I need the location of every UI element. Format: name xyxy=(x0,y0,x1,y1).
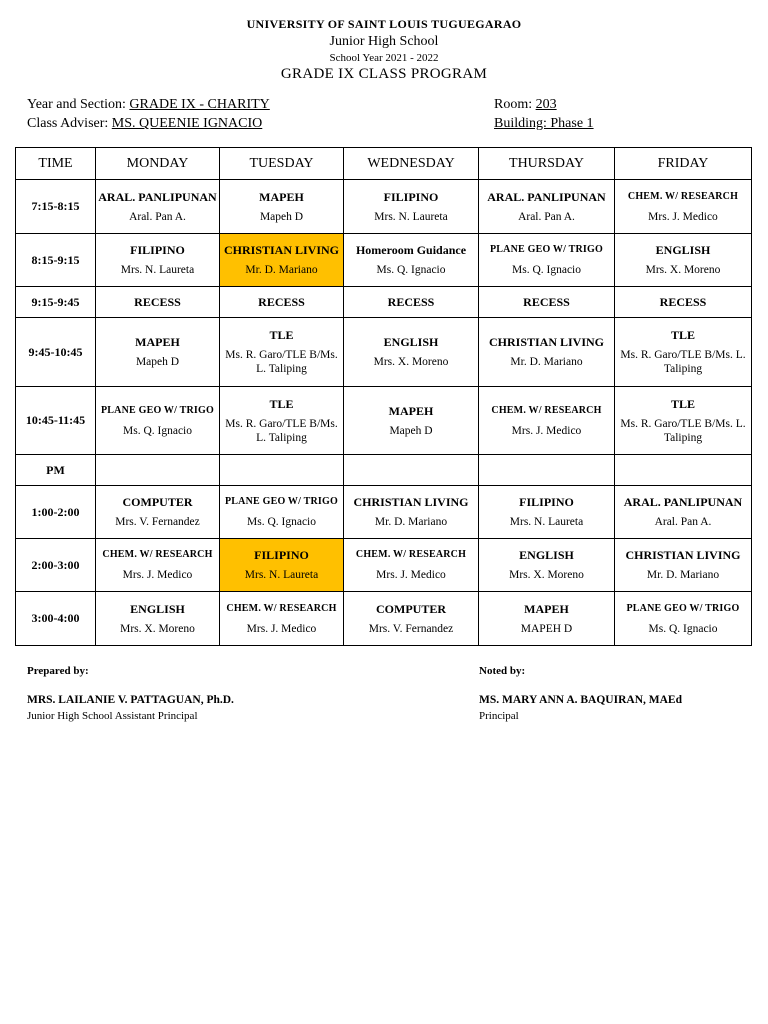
subject-name: RECESS xyxy=(523,295,570,309)
teacher-name: Mapeh D xyxy=(389,424,433,437)
subject-name: RECESS xyxy=(134,295,181,309)
schedule-cell xyxy=(479,387,615,455)
subject-name: ENGLISH xyxy=(655,243,711,257)
teacher-name: Mrs. J. Medico xyxy=(376,569,446,581)
time-slot: 9:15-9:45 xyxy=(16,287,96,318)
schedule-cell xyxy=(220,287,344,318)
schedule-cell xyxy=(220,539,344,592)
subject-name: FILIPINO xyxy=(130,243,185,257)
schedule-cell xyxy=(96,287,220,318)
subject-name: ARAL. PANLIPUNAN xyxy=(623,495,743,509)
subject-name: MAPEH xyxy=(135,335,180,349)
year-section-label: Year and Section: xyxy=(27,97,126,112)
teacher-name: Ms. R. Garo/TLE B/Ms. L. Taliping xyxy=(620,349,746,375)
teacher-name: Mr. D. Mariano xyxy=(646,569,720,581)
school-year: School Year 2021 - 2022 xyxy=(329,52,439,64)
year-section-value: GRADE IX - CHARITY xyxy=(129,97,270,112)
schedule-cell xyxy=(96,180,220,234)
adviser-label: Class Adviser: xyxy=(27,116,109,131)
teacher-name: Mrs. N. Laureta xyxy=(509,516,584,528)
schedule-cell xyxy=(479,592,615,646)
schedule-cell xyxy=(220,234,344,287)
schedule-cell xyxy=(615,455,752,486)
teacher-name: Aral. Pan A. xyxy=(518,210,575,223)
teacher-name: Mr. D. Mariano xyxy=(245,264,318,276)
schedule-cell xyxy=(479,539,615,592)
teacher-name: Mrs. X. Moreno xyxy=(373,356,449,368)
noted-label: Noted by: xyxy=(479,665,526,677)
class-schedule-table xyxy=(15,147,752,646)
teacher-name: Mrs. J. Medico xyxy=(648,210,718,223)
schedule-cell xyxy=(96,455,220,486)
schedule-cell xyxy=(220,318,344,387)
schedule-cell xyxy=(344,592,479,646)
schedule-cell xyxy=(615,234,752,287)
subject-name: COMPUTER xyxy=(122,495,193,509)
year-section-line xyxy=(27,97,270,113)
subject-name: CHEM. W/ RESEARCH xyxy=(226,602,337,614)
teacher-name: Mr. D. Mariano xyxy=(510,356,583,368)
table-row xyxy=(16,455,752,486)
schedule-cell xyxy=(344,486,479,539)
building-line xyxy=(494,116,594,132)
subject-name: Homeroom Guidance xyxy=(355,243,467,257)
schedule-cell xyxy=(615,318,752,387)
time-slot: 3:00-4:00 xyxy=(16,592,96,646)
table-row xyxy=(16,318,752,387)
schedule-cell xyxy=(220,486,344,539)
table-row xyxy=(16,486,752,539)
schedule-cell xyxy=(479,455,615,486)
schedule-cell xyxy=(344,387,479,455)
subject-name: PLANE GEO W/ TRIGO xyxy=(225,496,338,507)
schedule-cell xyxy=(615,180,752,234)
subject-name: CHRISTIAN LIVING xyxy=(223,243,340,257)
schedule-cell xyxy=(615,486,752,539)
subject-name: MAPEH xyxy=(259,189,304,204)
schedule-cell xyxy=(615,539,752,592)
subject-name: ENGLISH xyxy=(130,601,185,616)
teacher-name: Ms. Q. Ignacio xyxy=(512,264,581,276)
room-value: 203 xyxy=(535,97,557,112)
subject-name: MAPEH xyxy=(388,403,434,418)
header-cell-wednesday: WEDNESDAY xyxy=(344,148,479,180)
subject-name: TLE xyxy=(670,328,695,342)
table-row xyxy=(16,539,752,592)
table-header-row xyxy=(16,148,752,180)
subject-name: FILIPINO xyxy=(254,548,309,562)
teacher-name: Mrs. N. Laureta xyxy=(120,264,195,276)
teacher-name: Ms. R. Garo/TLE B/Ms. L. Taliping xyxy=(225,417,338,444)
schedule-cell xyxy=(344,287,479,318)
room-label: Room: xyxy=(494,97,533,112)
subject-name: PLANE GEO W/ TRIGO xyxy=(490,244,603,255)
subject-name: ARAL. PANLIPUNAN xyxy=(487,189,606,204)
teacher-name: Mrs. V. Fernandez xyxy=(368,622,454,635)
schedule-cell xyxy=(479,234,615,287)
teacher-name: Mr. D. Mariano xyxy=(374,516,448,528)
teacher-name: Mrs. N. Laureta xyxy=(244,569,319,581)
header-cell-friday: FRIDAY xyxy=(615,148,752,180)
schedule-cell xyxy=(220,387,344,455)
time-slot: 1:00-2:00 xyxy=(16,486,96,539)
schedule-cell xyxy=(344,318,479,387)
subject-name: RECESS xyxy=(387,295,435,309)
teacher-name: Ms. Q. Ignacio xyxy=(648,622,718,635)
time-slot: 8:15-9:15 xyxy=(16,234,96,287)
teacher-name: Ms. Q. Ignacio xyxy=(376,264,446,276)
university-name: UNIVERSITY OF SAINT LOUIS TUGUEGARAO xyxy=(246,17,522,31)
teacher-name: MAPEH D xyxy=(520,622,573,635)
schedule-cell xyxy=(479,318,615,387)
teacher-name: Mrs. V. Fernandez xyxy=(115,516,200,528)
subject-name: CHEM. W/ RESEARCH xyxy=(355,549,467,560)
subject-name: CHRISTIAN LIVING xyxy=(625,548,741,562)
subject-name: MAPEH xyxy=(524,601,569,616)
time-slot: 2:00-3:00 xyxy=(16,539,96,592)
subject-name: TLE xyxy=(269,396,294,411)
schedule-cell xyxy=(220,180,344,234)
noted-title: Principal xyxy=(479,710,519,722)
time-slot: 7:15-8:15 xyxy=(16,180,96,234)
schedule-cell xyxy=(96,387,220,455)
prepared-label: Prepared by: xyxy=(27,665,89,677)
table-row xyxy=(16,234,752,287)
subject-name: ENGLISH xyxy=(519,548,574,562)
prepared-name: MRS. LAILANIE V. PATTAGUAN, Ph.D. xyxy=(27,694,234,706)
teacher-name: Mapeh D xyxy=(259,210,304,223)
teacher-name: Mrs. J. Medico xyxy=(122,569,193,581)
table-row xyxy=(16,180,752,234)
program-title: GRADE IX CLASS PROGRAM xyxy=(280,66,488,82)
schedule-cell xyxy=(96,592,220,646)
header-cell-tuesday: TUESDAY xyxy=(220,148,344,180)
subject-name: ARAL. PANLIPUNAN xyxy=(98,189,217,204)
teacher-name: Mrs. N. Laureta xyxy=(374,210,448,223)
adviser-line xyxy=(27,116,262,132)
table-row xyxy=(16,387,752,455)
building-value: Building: Phase 1 xyxy=(494,116,594,131)
schedule-cell xyxy=(344,539,479,592)
subject-name: FILIPINO xyxy=(519,495,574,509)
subject-name: RECESS xyxy=(258,295,305,309)
subject-name: TLE xyxy=(269,328,294,342)
time-slot: 9:45-10:45 xyxy=(16,318,96,387)
teacher-name: Ms. Q. Ignacio xyxy=(247,516,316,528)
subject-name: CHEM. W/ RESEARCH xyxy=(491,404,602,416)
time-slot: 10:45-11:45 xyxy=(16,387,96,455)
schedule-cell xyxy=(220,592,344,646)
schedule-cell xyxy=(344,455,479,486)
subject-name: FILIPINO xyxy=(383,189,439,204)
schedule-cell xyxy=(615,287,752,318)
teacher-name: Ms. R. Garo/TLE B/Ms. L. Taliping xyxy=(225,349,338,375)
subject-name: PLANE GEO W/ TRIGO xyxy=(101,404,214,416)
subject-name: TLE xyxy=(670,396,695,411)
teacher-name: Mapeh D xyxy=(135,356,180,368)
schedule-cell xyxy=(96,318,220,387)
schedule-cell xyxy=(344,180,479,234)
teacher-name: Aral. Pan A. xyxy=(129,210,186,223)
room-line xyxy=(494,97,557,113)
school-name: Junior High School xyxy=(329,34,439,49)
subject-name: ENGLISH xyxy=(383,335,439,349)
schedule-cell xyxy=(479,180,615,234)
prepared-title: Junior High School Assistant Principal xyxy=(27,710,198,722)
teacher-name: Ms. R. Garo/TLE B/Ms. L. Taliping xyxy=(620,417,746,444)
teacher-name: Ms. Q. Ignacio xyxy=(123,424,192,437)
teacher-name: Mrs. X. Moreno xyxy=(120,622,195,635)
subject-name: CHRISTIAN LIVING xyxy=(488,335,605,349)
teacher-name: Mrs. X. Moreno xyxy=(645,264,721,276)
table-row xyxy=(16,592,752,646)
schedule-cell xyxy=(615,592,752,646)
header-cell-time: TIME xyxy=(16,148,96,180)
header-cell-monday: MONDAY xyxy=(96,148,220,180)
subject-name: COMPUTER xyxy=(376,601,446,616)
subject-name: PLANE GEO W/ TRIGO xyxy=(626,602,740,614)
header-cell-thursday: THURSDAY xyxy=(479,148,615,180)
teacher-name: Mrs. X. Moreno xyxy=(509,569,584,581)
table-row xyxy=(16,287,752,318)
schedule-cell xyxy=(479,287,615,318)
schedule-cell xyxy=(96,234,220,287)
subject-name: RECESS xyxy=(659,295,707,309)
schedule-cell xyxy=(479,486,615,539)
subject-name: CHRISTIAN LIVING xyxy=(353,495,469,509)
noted-name: MS. MARY ANN A. BAQUIRAN, MAEd xyxy=(479,694,682,706)
schedule-cell xyxy=(96,539,220,592)
time-slot: PM xyxy=(16,455,96,486)
adviser-value: MS. QUEENIE IGNACIO xyxy=(111,116,263,131)
schedule-cell xyxy=(220,455,344,486)
teacher-name: Mrs. J. Medico xyxy=(511,424,582,437)
schedule-cell xyxy=(96,486,220,539)
schedule-cell xyxy=(344,234,479,287)
teacher-name: Mrs. J. Medico xyxy=(246,622,317,635)
subject-name: CHEM. W/ RESEARCH xyxy=(627,190,739,202)
schedule-cell xyxy=(615,387,752,455)
subject-name: CHEM. W/ RESEARCH xyxy=(102,549,213,560)
teacher-name: Aral. Pan A. xyxy=(654,516,712,528)
